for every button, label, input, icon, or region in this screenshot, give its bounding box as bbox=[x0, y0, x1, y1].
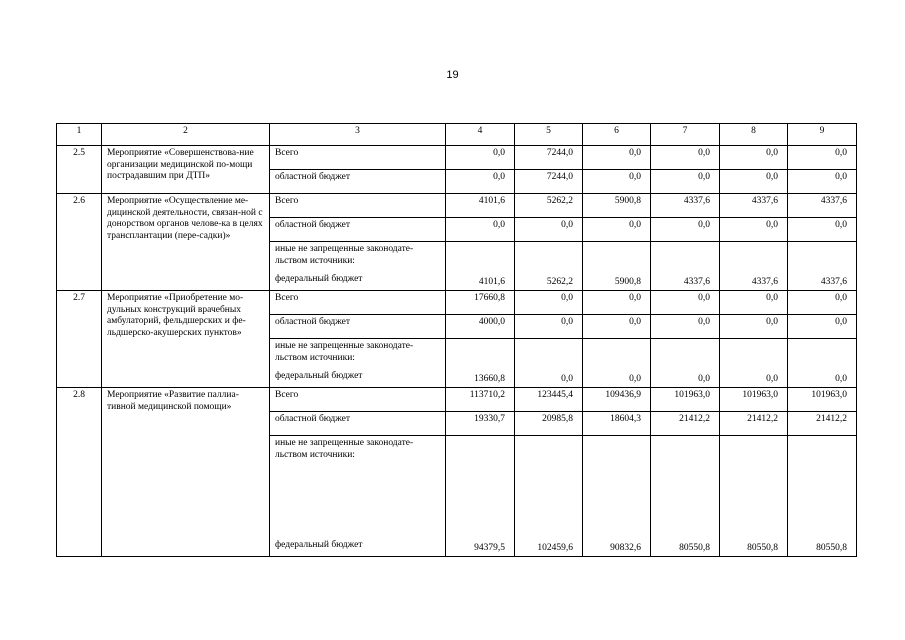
value-cell: 4101,6 bbox=[446, 242, 515, 291]
federal-budget-label: федеральный бюджет bbox=[275, 540, 363, 550]
funding-source: областной бюджет bbox=[270, 170, 446, 194]
value-cell: 7244,0 bbox=[515, 170, 583, 194]
item-description: Мероприятие «Приобретение мо-дульных конструкций врачебных амбулаторий, фельдшерских и фе-льдшерско-акушерских пунктов» bbox=[102, 291, 270, 388]
value-cell: 5262,2 bbox=[515, 194, 583, 218]
value-cell: 0,0 bbox=[788, 170, 857, 194]
value-cell: 0,0 bbox=[788, 146, 857, 170]
value-cell: 0,0 bbox=[583, 146, 651, 170]
value-cell: 0,0 bbox=[720, 146, 788, 170]
header-cell: 2 bbox=[102, 124, 270, 146]
value-cell: 0,0 bbox=[720, 339, 788, 388]
value-cell: 4101,6 bbox=[446, 194, 515, 218]
value-cell: 19330,7 bbox=[446, 412, 515, 436]
federal-budget-label: федеральный бюджет bbox=[275, 371, 363, 381]
value-cell: 4337,6 bbox=[720, 194, 788, 218]
item-number: 2.8 bbox=[57, 388, 102, 557]
header-cell: 6 bbox=[583, 124, 651, 146]
table-row bbox=[57, 194, 857, 218]
item-description: Мероприятие «Осуществление ме-дицинской деятельности, связан-ной с донорством органов челове-ка в целях трансплантации (пере-садки)» bbox=[102, 194, 270, 291]
header-cell: 9 bbox=[788, 124, 857, 146]
value-cell: 0,0 bbox=[515, 339, 583, 388]
item-description: Мероприятие «Развитие паллиа-тивной медицинской помощи» bbox=[102, 388, 270, 557]
federal-budget-label: федеральный бюджет bbox=[275, 274, 363, 284]
value-cell: 5900,8 bbox=[583, 194, 651, 218]
header-cell: 5 bbox=[515, 124, 583, 146]
item-number: 2.6 bbox=[57, 194, 102, 291]
item-description: Мероприятие «Совершенствова-ние организации медицинской по-мощи пострадавшим при ДТП» bbox=[102, 146, 270, 194]
value-cell: 20985,8 bbox=[515, 412, 583, 436]
value-cell: 0,0 bbox=[515, 218, 583, 242]
funding-source-other bbox=[270, 339, 446, 388]
value-cell: 80550,8 bbox=[720, 436, 788, 557]
value-cell: 13660,8 bbox=[446, 339, 515, 388]
value-cell: 0,0 bbox=[651, 170, 720, 194]
header-cell: 4 bbox=[446, 124, 515, 146]
value-cell: 0,0 bbox=[583, 291, 651, 315]
funding-source: Всего bbox=[270, 146, 446, 170]
value-cell: 18604,3 bbox=[583, 412, 651, 436]
value-cell: 0,0 bbox=[515, 291, 583, 315]
value-cell: 5900,8 bbox=[583, 242, 651, 291]
funding-source: областной бюджет bbox=[270, 412, 446, 436]
header-cell: 7 bbox=[651, 124, 720, 146]
value-cell: 17660,8 bbox=[446, 291, 515, 315]
table-row bbox=[57, 146, 857, 170]
value-cell: 0,0 bbox=[720, 315, 788, 339]
item-number: 2.5 bbox=[57, 146, 102, 194]
value-cell: 80550,8 bbox=[651, 436, 720, 557]
value-cell: 0,0 bbox=[651, 339, 720, 388]
value-cell: 80550,8 bbox=[788, 436, 857, 557]
value-cell: 101963,0 bbox=[720, 388, 788, 412]
value-cell: 4337,6 bbox=[788, 242, 857, 291]
value-cell: 0,0 bbox=[651, 218, 720, 242]
value-cell: 0,0 bbox=[651, 146, 720, 170]
value-cell: 123445,4 bbox=[515, 388, 583, 412]
value-cell: 7244,0 bbox=[515, 146, 583, 170]
funding-source-other bbox=[270, 436, 446, 557]
value-cell: 0,0 bbox=[720, 170, 788, 194]
value-cell: 102459,6 bbox=[515, 436, 583, 557]
other-sources-label: иные не запрещенные законодате-льством источники: bbox=[275, 438, 414, 460]
value-cell: 5262,2 bbox=[515, 242, 583, 291]
table-row bbox=[57, 388, 857, 412]
value-cell: 113710,2 bbox=[446, 388, 515, 412]
value-cell: 0,0 bbox=[720, 218, 788, 242]
value-cell: 4000,0 bbox=[446, 315, 515, 339]
budget-table bbox=[56, 123, 857, 557]
funding-source: областной бюджет bbox=[270, 315, 446, 339]
value-cell: 90832,6 bbox=[583, 436, 651, 557]
value-cell: 0,0 bbox=[788, 218, 857, 242]
value-cell: 0,0 bbox=[788, 291, 857, 315]
value-cell: 4337,6 bbox=[720, 242, 788, 291]
funding-source: Всего bbox=[270, 194, 446, 218]
value-cell: 21412,2 bbox=[651, 412, 720, 436]
value-cell: 0,0 bbox=[583, 218, 651, 242]
value-cell: 0,0 bbox=[583, 170, 651, 194]
value-cell: 0,0 bbox=[515, 315, 583, 339]
value-cell: 21412,2 bbox=[788, 412, 857, 436]
funding-source: Всего bbox=[270, 291, 446, 315]
funding-source-other bbox=[270, 242, 446, 291]
page-number: 19 bbox=[446, 69, 459, 81]
value-cell: 0,0 bbox=[583, 339, 651, 388]
value-cell: 0,0 bbox=[583, 315, 651, 339]
value-cell: 0,0 bbox=[720, 291, 788, 315]
header-row bbox=[57, 124, 857, 146]
funding-source: Всего bbox=[270, 388, 446, 412]
value-cell: 0,0 bbox=[651, 315, 720, 339]
other-sources-label: иные не запрещенные законодате-льством источники: bbox=[275, 341, 414, 363]
value-cell: 0,0 bbox=[446, 146, 515, 170]
funding-source: областной бюджет bbox=[270, 218, 446, 242]
value-cell: 4337,6 bbox=[651, 242, 720, 291]
value-cell: 94379,5 bbox=[446, 436, 515, 557]
header-cell: 8 bbox=[720, 124, 788, 146]
value-cell: 0,0 bbox=[788, 315, 857, 339]
table-row bbox=[57, 291, 857, 315]
value-cell: 101963,0 bbox=[788, 388, 857, 412]
value-cell: 4337,6 bbox=[788, 194, 857, 218]
value-cell: 4337,6 bbox=[651, 194, 720, 218]
value-cell: 0,0 bbox=[446, 170, 515, 194]
other-sources-label: иные не запрещенные законодате-льством источники: bbox=[275, 244, 414, 266]
header-cell: 3 bbox=[270, 124, 446, 146]
header-cell: 1 bbox=[57, 124, 102, 146]
value-cell: 21412,2 bbox=[720, 412, 788, 436]
value-cell: 101963,0 bbox=[651, 388, 720, 412]
value-cell: 109436,9 bbox=[583, 388, 651, 412]
value-cell: 0,0 bbox=[788, 339, 857, 388]
value-cell: 0,0 bbox=[651, 291, 720, 315]
item-number: 2.7 bbox=[57, 291, 102, 388]
value-cell: 0,0 bbox=[446, 218, 515, 242]
